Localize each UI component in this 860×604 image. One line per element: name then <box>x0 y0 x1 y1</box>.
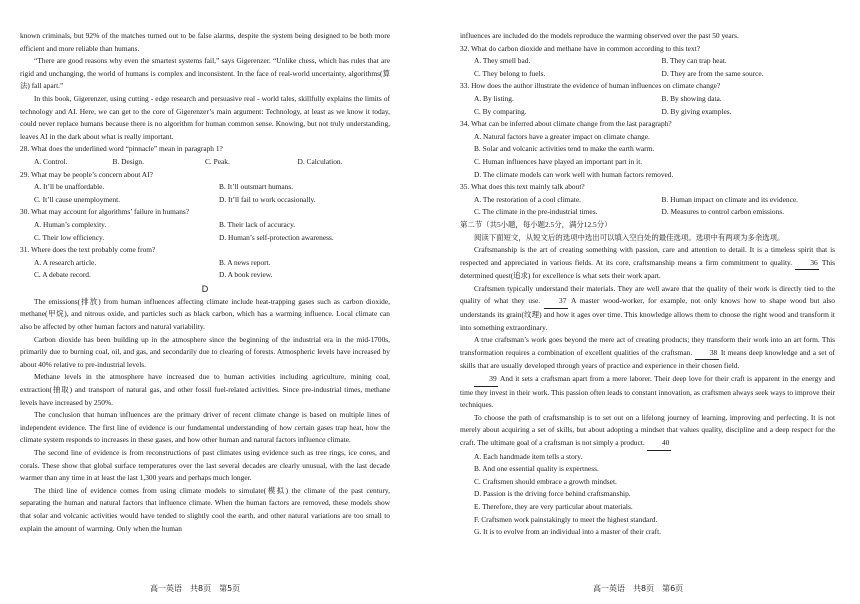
question-33: 33. How does the author illustrate the evidence of human influences on climate change? <box>460 81 721 91</box>
option: B. By showing data. <box>661 93 722 103</box>
question-33-options <box>460 93 835 118</box>
page-footer-left: 高一英语 共8页 第5页 <box>150 584 241 593</box>
question-29: 29. What may be people’s concern about AI? <box>20 169 153 179</box>
option: D. Human’s self-protection awareness. <box>219 232 334 242</box>
cloze-paragraph-3: A true craftsman’s work goes beyond the mere act of creating products; they transform their work into an art form. This transformation requires a combination of excellent qualities of the craftsman. 38 It means deep knowledge and a set of skills that are usually developed through years of practice and experience in their chosen field. <box>460 335 835 371</box>
question-30-options <box>20 219 390 244</box>
passage-d-paragraph: Carbon dioxide has been building up in the atmosphere since the beginning of the industrial era in the mid-1700s, primarily due to burning coal, oil, and gas, and secondarily due to clearing of forests. Atmospheric levels have increased by about 40% relative to pre-industrial levels. <box>20 334 390 369</box>
option: C. A debate record. <box>34 270 91 280</box>
question-35: 35. What does this text mainly talk about? <box>460 182 585 192</box>
option: A. By listing. <box>474 93 514 103</box>
option: B. Human impact on climate and its evidence. <box>661 194 798 204</box>
question-30: 30. What may account for algorithms’ failure in humans? <box>20 207 190 217</box>
right-page-column <box>460 30 835 539</box>
option: B. It’ll outsmart humans. <box>219 182 294 192</box>
passage-d-paragraph: The second line of evidence is from reconstructions of past climates using evidence such as tree rings, ice cores, and corals. These show that global surface temperatures over the last several decades are clearly unusual, with the last decade warmer than any time in at least the last 1,300 years and perhaps much longer. <box>20 448 390 483</box>
section-d-heading: D <box>201 283 209 294</box>
option: C. Human influences have played an important part in it. <box>474 156 643 166</box>
option: B. Their lack of accuracy. <box>219 219 296 229</box>
blank-40: 40 <box>647 437 671 451</box>
page-footer-right: 高一英语 共8页 第6页 <box>593 584 684 593</box>
option: B. Solar and volcanic activities tend to make the earth warm. <box>474 144 655 154</box>
cloze-paragraph-2: Craftsmen typically understand their materials. They are well aware that the quality of their work is directly tied to the quality of what they use. 37 A master wood-worker, for example, not only knows how to shape wood but also understands its grain(纹理) and how it ages over time. This knowledge allows them to choose the right wood and transform it into something extraordinary. <box>460 283 835 332</box>
choice-option: B. And one essential quality is expertness. <box>474 464 599 474</box>
option: D. Measures to control carbon emissions. <box>661 207 785 217</box>
option: D. A book review. <box>219 270 273 280</box>
choice-option: F. Craftsmen work painstakingly to meet the highest standard. <box>474 514 658 524</box>
option: C. The climate in the pre-industrial times. <box>474 207 598 217</box>
passage-d-paragraph: The conclusion that human influences are the primary driver of recent climate change is based on multiple lines of independent evidence. The first line of evidence is our fundamental understanding of how certain gases trap heat, how the climate system responds to increases in these gases, and how other human and natural factors influence climate. <box>20 410 390 445</box>
passage-d-paragraph: The emissions(排放) from human influences affecting climate include heat-trapping gases such as carbon dioxide, methane(甲烷), and nitrous oxide, and particles such as black carbon, which has a warming influence. Local climate can also be affected by other human factors and natural variability. <box>20 296 390 332</box>
option: D. They are from the same source. <box>661 68 764 78</box>
option: A. Control. <box>34 156 68 166</box>
blank-37: 37 <box>544 295 568 309</box>
option: C. Their low efficiency. <box>34 232 105 242</box>
question-35-options <box>460 194 835 219</box>
question-32-options <box>460 55 835 80</box>
option: A. It’ll be unaffordable. <box>34 182 105 192</box>
passage-d-continuation: influences are included do the models reproduce the warming observed over the past 50 years. <box>460 31 739 40</box>
question-31: 31. Where does the text probably come from? <box>20 245 156 255</box>
option: C. They belong to fuels. <box>474 68 546 78</box>
option: D. The climate models can work well with human factors removed. <box>474 169 674 179</box>
option: D. Calculation. <box>297 156 343 166</box>
blank-39: 39 <box>474 373 498 387</box>
option: A. A research article. <box>34 257 97 267</box>
option: D. By giving examples. <box>661 106 732 116</box>
question-34: 34. What can be inferred about climate change from the last paragraph? <box>460 119 672 129</box>
choice-option: E. Therefore, they are very particular about materials. <box>474 501 633 511</box>
option: A. Human’s complexity. <box>34 219 107 229</box>
choice-option: A. Each handmade item tells a story. <box>474 451 583 461</box>
cloze-paragraph-1: Craftsmanship is the art of creating something with passion, care and attention to detail. It is a timeless spirit that is respected and appreciated in various fields. At its core, craftsmanship means a firm commitment to quality. 36 This determined quest(追求) for excellence is what sets their work apart. <box>460 245 835 281</box>
choice-option: G. It is to evolve from an individual into a master of their craft. <box>474 527 661 537</box>
choice-option: D. Passion is the driving force behind craftsmanship. <box>474 489 631 499</box>
option: C. It’ll cause unemployment. <box>34 194 120 204</box>
cloze-paragraph-5: To choose the path of craftsmanship is to set out on a lifelong journey of learning, improving and perfecting. It is not merely about acquiring a set of skills, but about adopting a mindset that values quality, discipline and a deep respect for the craft. The ultimate goal of a craftsman is not simply a product. 40 <box>460 412 835 451</box>
passage-d-paragraph: The third line of evidence comes from using climate models to simulate(模拟) the climate of the past century, separating the human and natural factors that influence climate. When the human factors are removed, these models show that solar and volcanic activities would have tended to slightly cool the earth, and other natural variations are too small to explain the amount of warming. Only when the human <box>20 485 390 533</box>
question-28: 28. What does the underlined word “pinnacle” mean in paragraph 1? <box>20 144 223 154</box>
cloze-paragraph-4: 39 And it sets a craftsman apart from a mere laborer. Their deep love for their craft is apparent in the energy and time they invest in their work. This passion often leads to constant innovation, as craftsmen always seek ways to improve their techniques. <box>460 374 835 410</box>
option: D. It’ll fail to work occasionally. <box>219 194 316 204</box>
section-2-header: 第二节（共5小题，每小题2.5分，满分12.5分） <box>460 219 612 229</box>
left-page-column <box>20 30 390 535</box>
question-28-options <box>20 156 390 169</box>
option: A. The restoration of a cool climate. <box>474 194 581 204</box>
option: B. Design. <box>112 156 144 166</box>
question-32: 32. What do carbon dioxide and methane have in common according to this text? <box>460 43 700 53</box>
passage-c-ending: known criminals, but 92% of the matches turned out to be false alarms, despite the system being designed to be both more efficient and more reliable than humans. <box>20 31 390 53</box>
question-31-options <box>20 257 390 282</box>
blank-38: 38 <box>695 347 719 361</box>
passage-c-book-paragraph: In this book, Gigerenzer, using cutting - edge research and persuasive real - world tales, skillfully explains the limits of technology and AI. Here, we can get to the core of Gigerenzer’s main argument: Technology, at least as we know it today, could never replace humans because there is no algorithm for human common sense. Knowing, but not truly understanding, leaves AI in the dark about what is really important. <box>20 93 390 141</box>
option: B. A news report. <box>219 257 271 267</box>
question-29-options <box>20 181 390 206</box>
section-2-instructions: 阅读下面短文，从短文后的选项中选出可以填入空白处的最佳选项。选项中有两项为多余选项。 <box>474 232 785 242</box>
blank-36: 36 <box>795 257 819 271</box>
option: A. Natural factors have a greater impact on climate change. <box>474 131 650 141</box>
option: C. Peak. <box>205 156 230 166</box>
passage-c-quote: “There are good reasons why even the smartest systems fail,” says Gigerenzer. “Unlike chess, which has rules that are rigid and unchanging, the world of humans is complex and inconsistent. In the face of real-world uncertainty, algorithms(算法) fall apart.” <box>20 56 390 91</box>
option: A. They smell bad. <box>474 56 531 66</box>
option: B. They can trap heat. <box>661 56 727 66</box>
option: C. By comparing. <box>474 106 527 116</box>
choice-option: C. Craftsmen should embrace a growth mindset. <box>474 476 617 486</box>
passage-d-paragraph: Methane levels in the atmosphere have increased due to human activities including agriculture, mining coal, extraction(抽取) and transport of natural gas, and other fossil fuel-related activities. Since pre-industrial times, methane levels have increased by 250%. <box>20 372 390 407</box>
